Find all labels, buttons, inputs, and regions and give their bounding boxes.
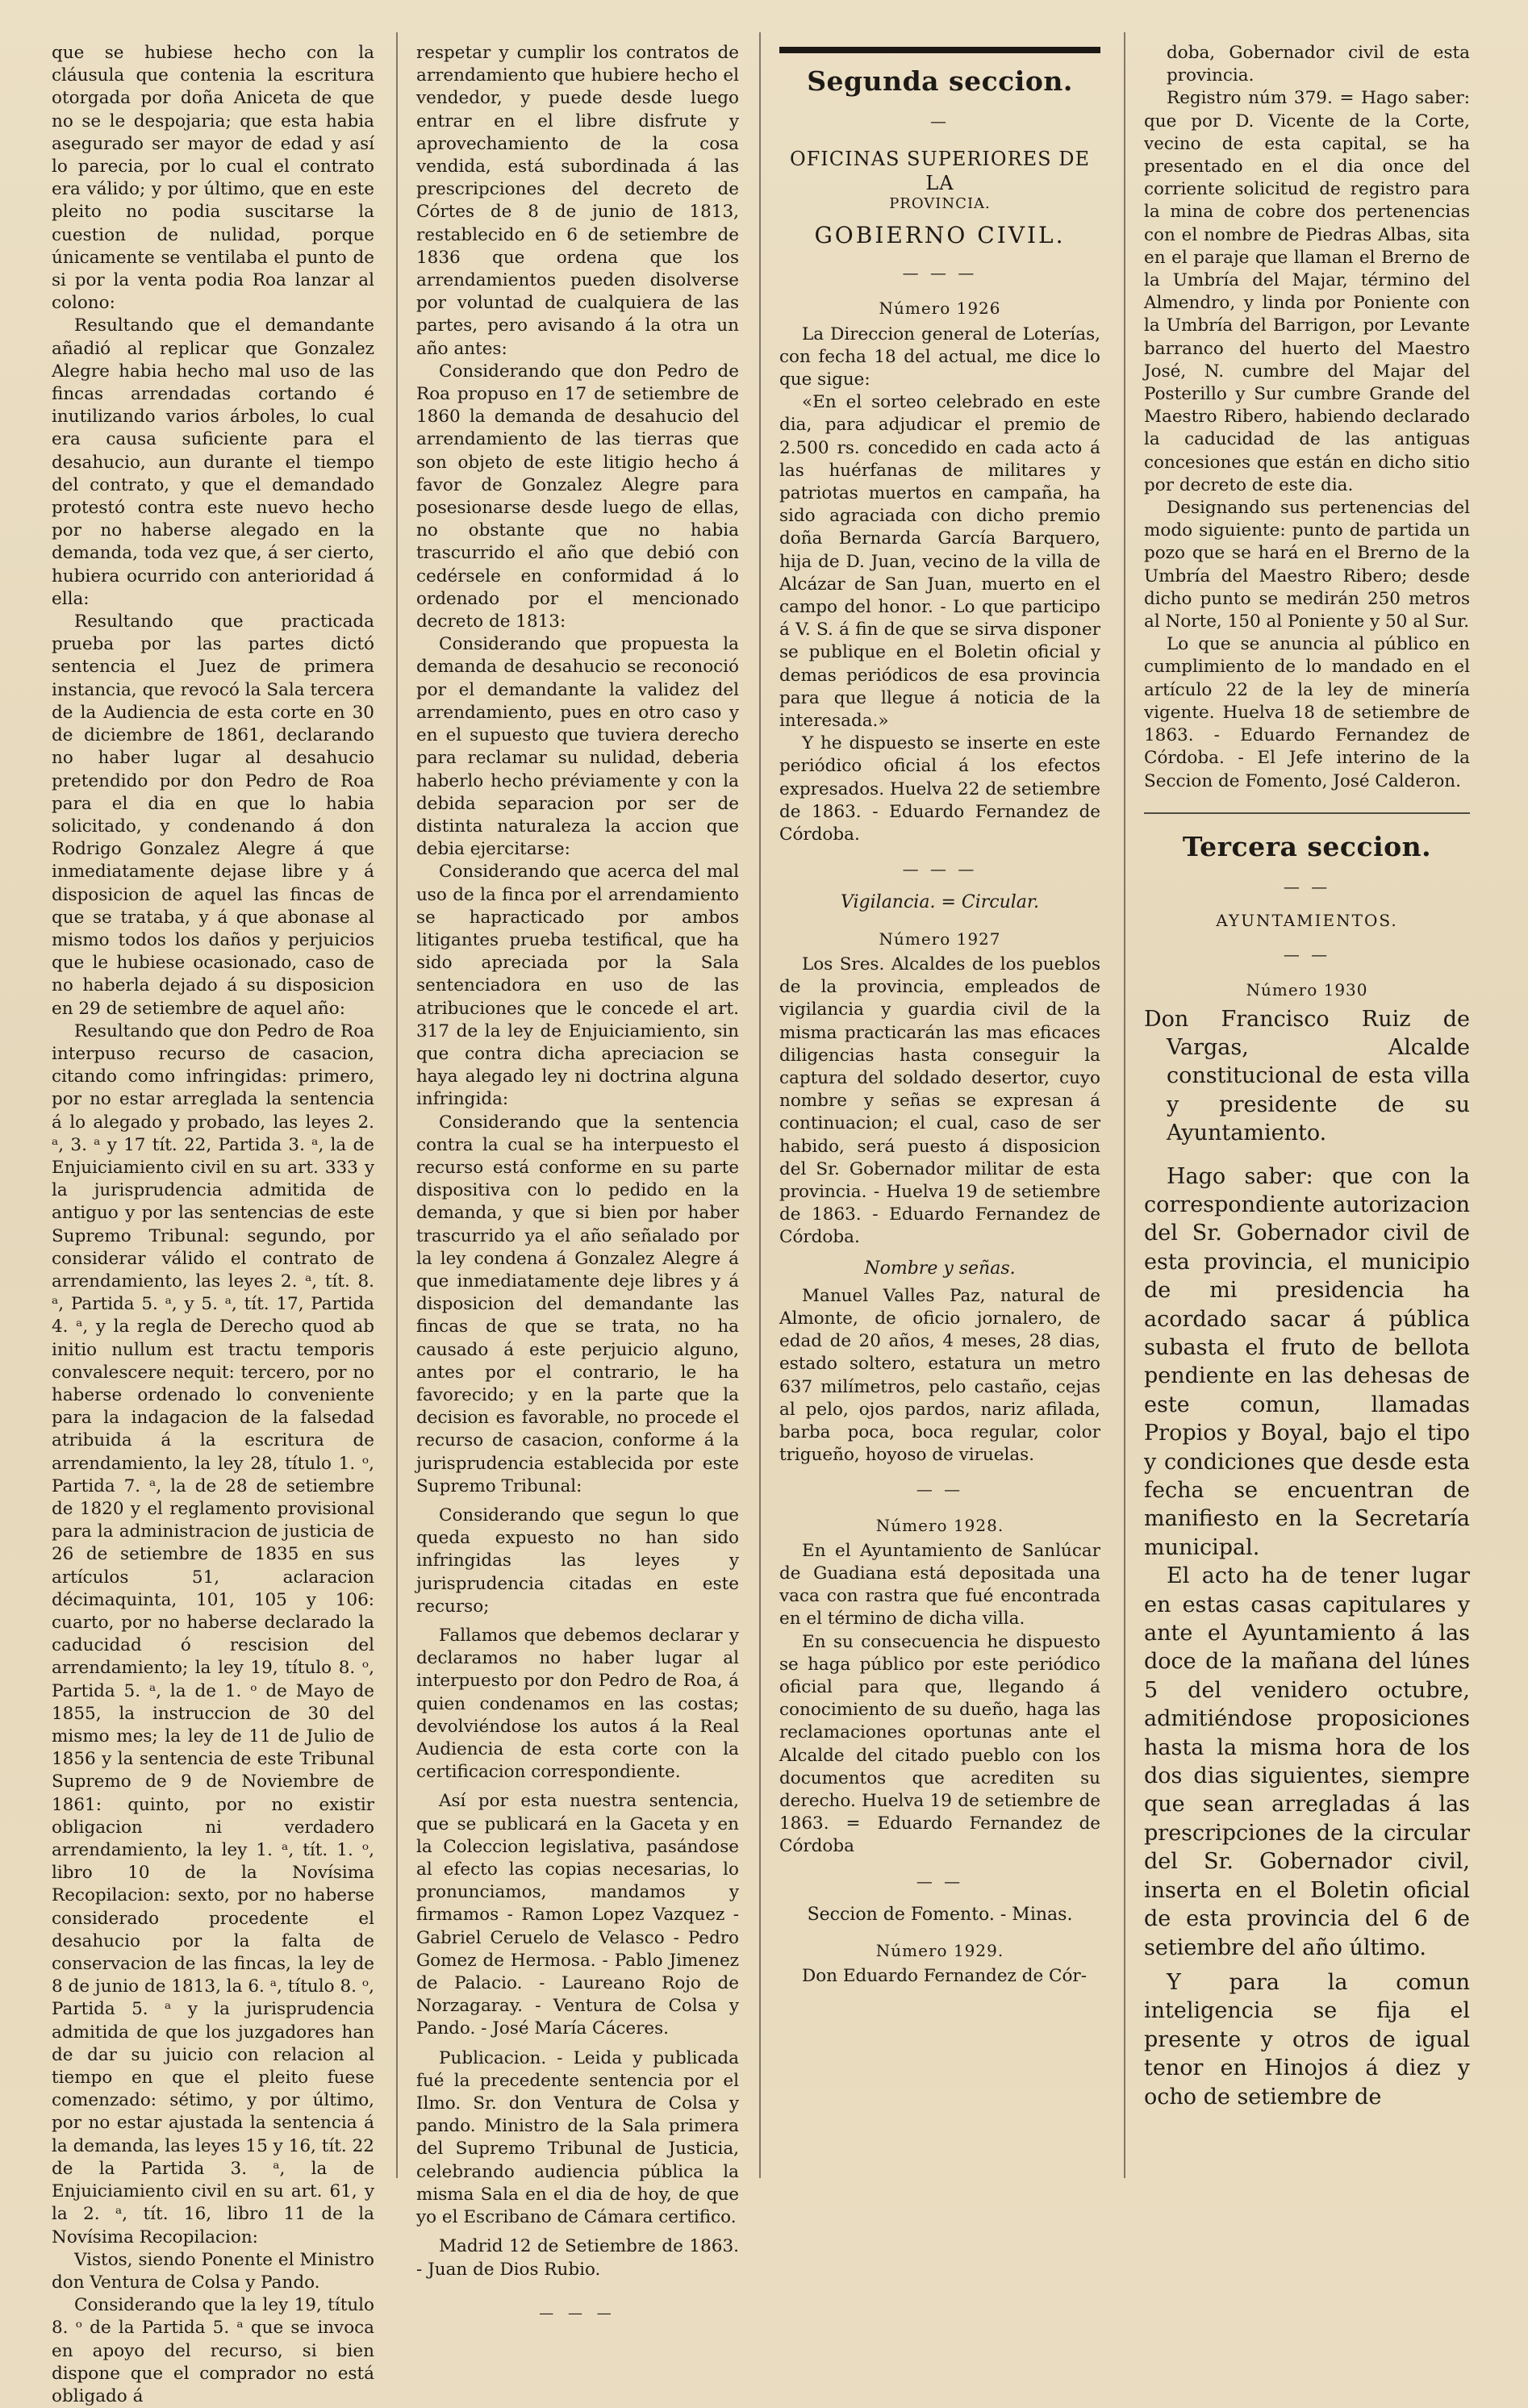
paragraph: En su consecuencia he dispuesto se haga público por este periódico oficial para que, llegando á conocimiento de su dueño, haga las reclamaciones oportunas ante el Alcalde del citado pueblo con los documentos que acrediten su derecho. Huelva 19 de setiembre de 1863. = Eduardo Fernandez de Córdoba <box>779 1631 1100 1857</box>
paragraph: Resultando que practicada prueba por las partes dictó sentencia el Juez de primera instancia, que revocó la Sala tercera de la Audiencia de esta corte en 30 de diciembre de 1861, declarando no haber lugar al desahucio pretendido por don Pedro de Roa para el dia en que lo habia solicitado, y condenando á don Rodrigo Gonzalez Alegre á que inmediatamente dejase libre y á disposicion de aquel las fincas de que se trataba, y á que abonase al mismo todos los daños y perjuicios que le hubiese ocasionado, caso de no haberla dejado á su disposicion en 29 de setiembre de aquel año: <box>52 611 374 1019</box>
notice-number: Número 1930 <box>1246 980 1368 1000</box>
nombre-heading: Nombre y señas. <box>864 1258 1016 1279</box>
paragraph: Y para la comun inteligencia se fija el presente y otros de igual tenor en Hinojos á diez y ocho de setiembre de <box>1144 1969 1470 2110</box>
signature-line: Madrid 12 de Setiembre de 1863. - Juan de Dios Rubio. <box>416 2236 739 2280</box>
paragraph: Vistos, siendo Ponente el Ministro don Ventura de Colsa y Pando. <box>52 2249 374 2293</box>
paragraph: Designando sus pertenencias del modo siguiente: punto de partida un pozo que se hará en el Brerno de la Umbría del Maestro Ribero; desde dicho punto se medirán 250 metros al Norte, 150 al Poniente y 50 al Sur. <box>1144 498 1470 632</box>
divider: — — — <box>902 859 978 879</box>
section-title: Segunda seccion. <box>807 65 1073 97</box>
divider: — — <box>1283 945 1331 965</box>
end-dash: — — — <box>539 2304 616 2322</box>
fomento-heading: Seccion de Fomento. - Minas. <box>807 1904 1073 1925</box>
notice-number: Número 1929. <box>875 1941 1004 1961</box>
paragraph: doba, Gobernador civil de esta provincia. <box>1167 43 1470 86</box>
divider: — — — <box>902 263 978 283</box>
column-2 <box>416 42 739 2325</box>
vigilancia-heading: Vigilancia. = Circular. <box>841 892 1039 913</box>
paragraph: Así por esta nuestra sentencia, que se publicará en la Gaceta y en la Coleccion legislativa, pasándose al efecto las copias necesarias, lo pronunciamos, mandamos y firmamos - Ramon Lopez Vazquez - Gabriel Ceruelo de Velasco - Pedro Gomez de Hermosa. - Pablo Jimenez de Palacio. - Laureano Rojo de Norzagaray. - Ventura de Colsa y Pando. - José María Cáceres. <box>416 1791 739 2039</box>
section-title: Tercera seccion. <box>1182 830 1432 862</box>
paragraph: El acto ha de tener lugar en estas casas capitulares y ante el Ayuntamiento á las doce de la mañana del lúnes 5 del venidero octubre, admitiéndose proposiciones hasta la misma hora de los dos dias siguientes, siempre que sean arregladas á las prescripciones de la circular del Sr. Gobernador civil, inserta en el Boletin oficial de esta provincia del 6 de setiembre del año último. <box>1144 1563 1470 1960</box>
paragraph: Considerando que propuesta la demanda de desahucio se reconoció por el demandante la validez del arrendamiento, pues en otro caso y en el supuesto que tuviera derecho para reclamar su nulidad, deberia haberlo hecho préviamente y con la debida separacion por ser de distinta naturaleza la accion que debia ejercitarse: <box>416 634 739 860</box>
paragraph: «En el sorteo celebrado en este dia, para adjudicar el premio de 2.500 rs. concedido en cada acto á las huérfanas de militares y patriotas muertos en campaña, ha sido agraciada con dicho premio doña Bernarda García Barquero, hija de D. Juan, vecino de la villa de Alcázar de San Juan, muerto en el campo del honor. - Lo que participo á V. S. á fin de que se sirva disponer se publique en el Boletin oficial y demas periódicos de esa provincia para que llegue á noticia de la interesada.» <box>779 392 1100 732</box>
column-4 <box>1144 42 1470 2111</box>
column-rule-3 <box>1124 32 1125 2178</box>
paragraph: Registro núm 379. = Hago saber: que por D. Vicente de la Corte, vecino de esta capital, se ha presentado en el dia once del corriente solicitud de registro para la mina de cobre dos pertenencias con el nombre de Piedras Albas, sita en el paraje que llaman el Brerno de la Umbría del Majar, término del Almendro, y linda por Poniente con la Umbría del Barrigon, por Levante barranco del huerto del Maestro José, N. cumbre del Majar del Posterillo y Sur cumbre Grande del Maestro Ribero, habiendo declarado la caducidad de las antiguas concesiones que están en dicho sitio por decreto de este dia. <box>1144 88 1470 495</box>
column-1 <box>52 42 374 2408</box>
paragraph: En el Ayuntamiento de Sanlúcar de Guadiana está depositada una vaca con rastra que fué encontrada en el término de dicha villa. <box>779 1540 1100 1630</box>
column-rule-1 <box>396 32 398 2178</box>
notice-number: Número 1926 <box>879 298 1001 319</box>
paragraph: Publicacion. - Leida y publicada fué la precedente sentencia por el Ilmo. Sr. don Ventura de Colsa y pando. Ministro de la Sala primera del Supremo Tribunal de Justicia, celebrando audiencia pública la misma Sala en el dia de hoy, de que yo el Escribano de Cámara certifico. <box>416 2047 739 2228</box>
ayuntamientos-heading: AYUNTAMIENTOS. <box>1216 910 1398 930</box>
divider: — — <box>916 1871 964 1891</box>
paragraph: Considerando que segun lo que queda expuesto no han sido infringidas las leyes y jurisprudencia citadas en este recurso; <box>416 1505 739 1617</box>
column-3 <box>779 42 1100 1988</box>
paragraph: respetar y cumplir los contratos de arrendamiento que hubiere hecho el vendedor, y puede desde luego entrar en el libre disfrute y aprovechamiento de la cosa vendida, está subordinada á las prescripciones del decreto de Córtes de 8 de junio de 1813, restablecido en 6 de setiembre de 1836 que ordena que los arrendamientos pueden disolverse por voluntad de cualquiera de las partes, pero avisando á la otra un año antes: <box>416 43 739 359</box>
paragraph: Considerando que don Pedro de Roa propuso en 17 de setiembre de 1860 la demanda de desahucio del arrendamiento de las tierras que son objeto de este litigio hecho á favor de Gonzalez Alegre para posesionarse desde luego de ellas, no obstante que no habia trascurrido el año que debió con cedérsele en conformidad á lo ordenado por el mencionado decreto de 1813: <box>416 361 739 632</box>
section-rule <box>1144 812 1470 814</box>
divider: — — <box>1283 876 1331 896</box>
alcalde-heading: Don Francisco Ruiz de Vargas, Alcalde constitucional de esta villa y presidente de su Ayuntamiento. <box>1144 1006 1470 1146</box>
paragraph: Considerando que acerca del mal uso de la finca por el arrendamiento se hapracticado por ambos litigantes prueba testifical, que ha sido apreciada por la Sala sentenciadora en uso de las atribuciones que le concede el art. 317 de la ley de Enjuiciamiento, sin que contra dicha apreciacion se haya alegado ley ni doctrina alguna infringida: <box>416 862 739 1110</box>
paragraph: Considerando que la ley 19, título 8. ᵒ de la Partida 5. ᵃ que se invoca en apoyo del recurso, si bien dispone que el comprador no está obligado á <box>52 2295 374 2406</box>
paragraph: Y he dispuesto se inserte en este periódico oficial á los efectos expresados. Huelva 22 de setiembre de 1863. - Eduardo Fernandez de Córdoba. <box>779 733 1100 845</box>
notice-number: Número 1928. <box>875 1515 1004 1535</box>
paragraph: Resultando que el demandante añadió al replicar que Gonzalez Alegre habia hecho mal uso de las fincas arrendadas cortando é inutilizando varios árboles, lo cual era causa suficiente para el desahucio, aun durante el tiempo del contrato, y que el demandado protestó contra este nuevo hecho por no haberse alegado en la demanda, toda vez que, á ser cierto, hubiera ocurrido con anterioridad á ella: <box>52 315 374 609</box>
office-subtitle: PROVINCIA. <box>889 195 991 213</box>
paragraph: Los Sres. Alcaldes de los pueblos de la provincia, empleados de vigilancia y guardia civil de la misma practicarán las mas eficaces diligencias hasta conseguir la captura del soldado desertor, cuyo nombre y señas se expresan á continuacion; el cual, caso de ser habido, será puesto á disposicion del Sr. Gobernador militar de esta provincia. - Huelva 19 de setiembre de 1863. - Eduardo Fernandez de Córdoba. <box>779 954 1100 1248</box>
office-title: OFICINAS SUPERIORES DE LA <box>789 148 1091 195</box>
divider: — — <box>916 1479 964 1500</box>
paragraph: Lo que se anuncia al público en cumplimiento de lo mandado en el artículo 22 de la ley de minería vigente. Huelva 18 de setiembre de 1863. - Eduardo Fernandez de Córdoba. - El Jefe interino de la Seccion de Fomento, José Calderon. <box>1144 634 1470 791</box>
paragraph: Hago saber: que con la correspondiente autorizacion del Sr. Gobernador civil de esta provincia, el municipio de mi presidencia ha acordado sacar á pública subasta el fruto de bellota pendiente en las dehesas de este comun, llamadas Propios y Boyal, bajo el tipo y condiciones que desde esta fecha se encuentran de manifiesto en la Secretaría municipal. <box>1144 1163 1470 1560</box>
paragraph: Fallamos que debemos declarar y declaramos no haber lugar al interpuesto por don Pedro de Roa, á quien condenamos en las costas; devolviéndose los autos á la Real Audiencia de esta corte con la certificacion correspondiente. <box>416 1626 739 1783</box>
gobierno-title: GOBIERNO CIVIL. <box>814 222 1066 249</box>
paragraph: Considerando que la sentencia contra la cual se ha interpuesto el recurso está conforme en su parte dispositiva con lo pedido en la demanda, y que si bien por haber trascurrido ya el año señalado por la ley condena á Gonzalez Alegre á que inmediatamente deje libres y á disposicion del demandante las fincas de que se trata, no ha causado á este perjuicio alguno, antes por el contrario, le ha favorecido; y en la parte que la decision es favorable, no procede el recurso de casacion, conforme á la jurisprudencia establecida por este Supremo Tribunal: <box>416 1112 739 1496</box>
paragraph: Manuel Valles Paz, natural de Almonte, de oficio jornalero, de edad de 20 años, 4 meses, 28 dias, estado soltero, estatura un metro 637 milímetros, pelo castaño, cejas al pelo, ojos pardos, nariz afilada, barba poca, boca regular, color trigueño, hoyoso de viruelas. <box>779 1285 1100 1466</box>
paragraph: que se hubiese hecho con la cláusula que contenia la escritura otorgada por doña Aniceta de que no se le despojaria; que esta habia asegurado ser mayor de edad y así lo parecia, por lo cual el contrato era válido; y por último, que en este pleito no podia suscitarse la cuestion de nulidad, porque únicamente se ventilaba el punto de si por la venta podia Roa lanzar al colono: <box>52 43 374 314</box>
paragraph: La Direccion general de Loterías, con fecha 18 del actual, me dice lo que sigue: <box>779 323 1100 390</box>
divider: — <box>930 111 950 131</box>
paragraph: Resultando que don Pedro de Roa interpuso recurso de casacion, citando como infringidas: primero, por no estar arreglada la sentencia á lo alegado y probado, las leyes 2. ᵃ, 3. ᵃ y 17 tít. 22, Partida 3. ᵃ, la de Enjuiciamiento civil en su art. 333 y la jurisprudencia admitida de antiguo y por las sentencias de este Supremo Tribunal: segundo, por considerar válido el contrato de arrendamiento, las leyes 2. ᵃ, tít. 8. ᵃ, Partida 5. ᵃ, y 5. ᵃ, tít. 17, Partida 4. ᵃ, y la regla de Derecho quod ab initio nullum est tractu temporis convalescere nequit: tercero, por no haberse ordenado lo conveniente para la indagacion de la falsedad atribuida á la escritura de arrendamiento, la ley 28, título 1. ᵒ, Partida 7. ᵃ, la de 28 de setiembre de 1820 y el reglamento provisional para la administracion de justicia de 26 de setiembre de 1835 en sus artículos 51, aclaracion décimaquinta, 101, 105 y 106: cuarto, por no haberse declarado la caducidad ó rescision del arrendamiento; la ley 19, título 8. ᵒ, Partida 5. ᵃ, la de 1. ᵒ de Mayo de 1855, la instruccion de 30 del mismo mes; la ley de 11 de Julio de 1856 y la sentencia de este Tribunal Supremo de 9 de Noviembre de 1861: quinto, por no existir obligacion ni verdadero arrendamiento, la ley 1. ᵃ, tít. 1. ᵒ, libro 10 de la Novísima Recopilacion: sexto, por no haberse considerado procedente el desahucio por la falta de conservacion de las fincas, la ley de 8 de junio de 1813, la 6. ᵃ, título 8. ᵒ, Partida 5. ᵃ y la jurisprudencia admitida de que los juzgadores han de dar su juicio con relacion al tiempo en que el pleito fuese comenzado: sétimo, y por último, por no estar ajustada la sentencia á la demanda, las leyes 15 y 16, tít. 22 de la Partida 3. ᵃ, la de Enjuiciamiento civil en su art. 61, y la 2. ᵃ, tít. 16, libro 11 de la Novísima Recopilacion: <box>52 1020 374 2247</box>
column-rule-2 <box>759 32 761 2178</box>
thick-rule <box>779 47 1100 53</box>
notice-number: Número 1927 <box>879 929 1001 949</box>
paragraph: Don Eduardo Fernandez de Cór- <box>802 1966 1087 1987</box>
